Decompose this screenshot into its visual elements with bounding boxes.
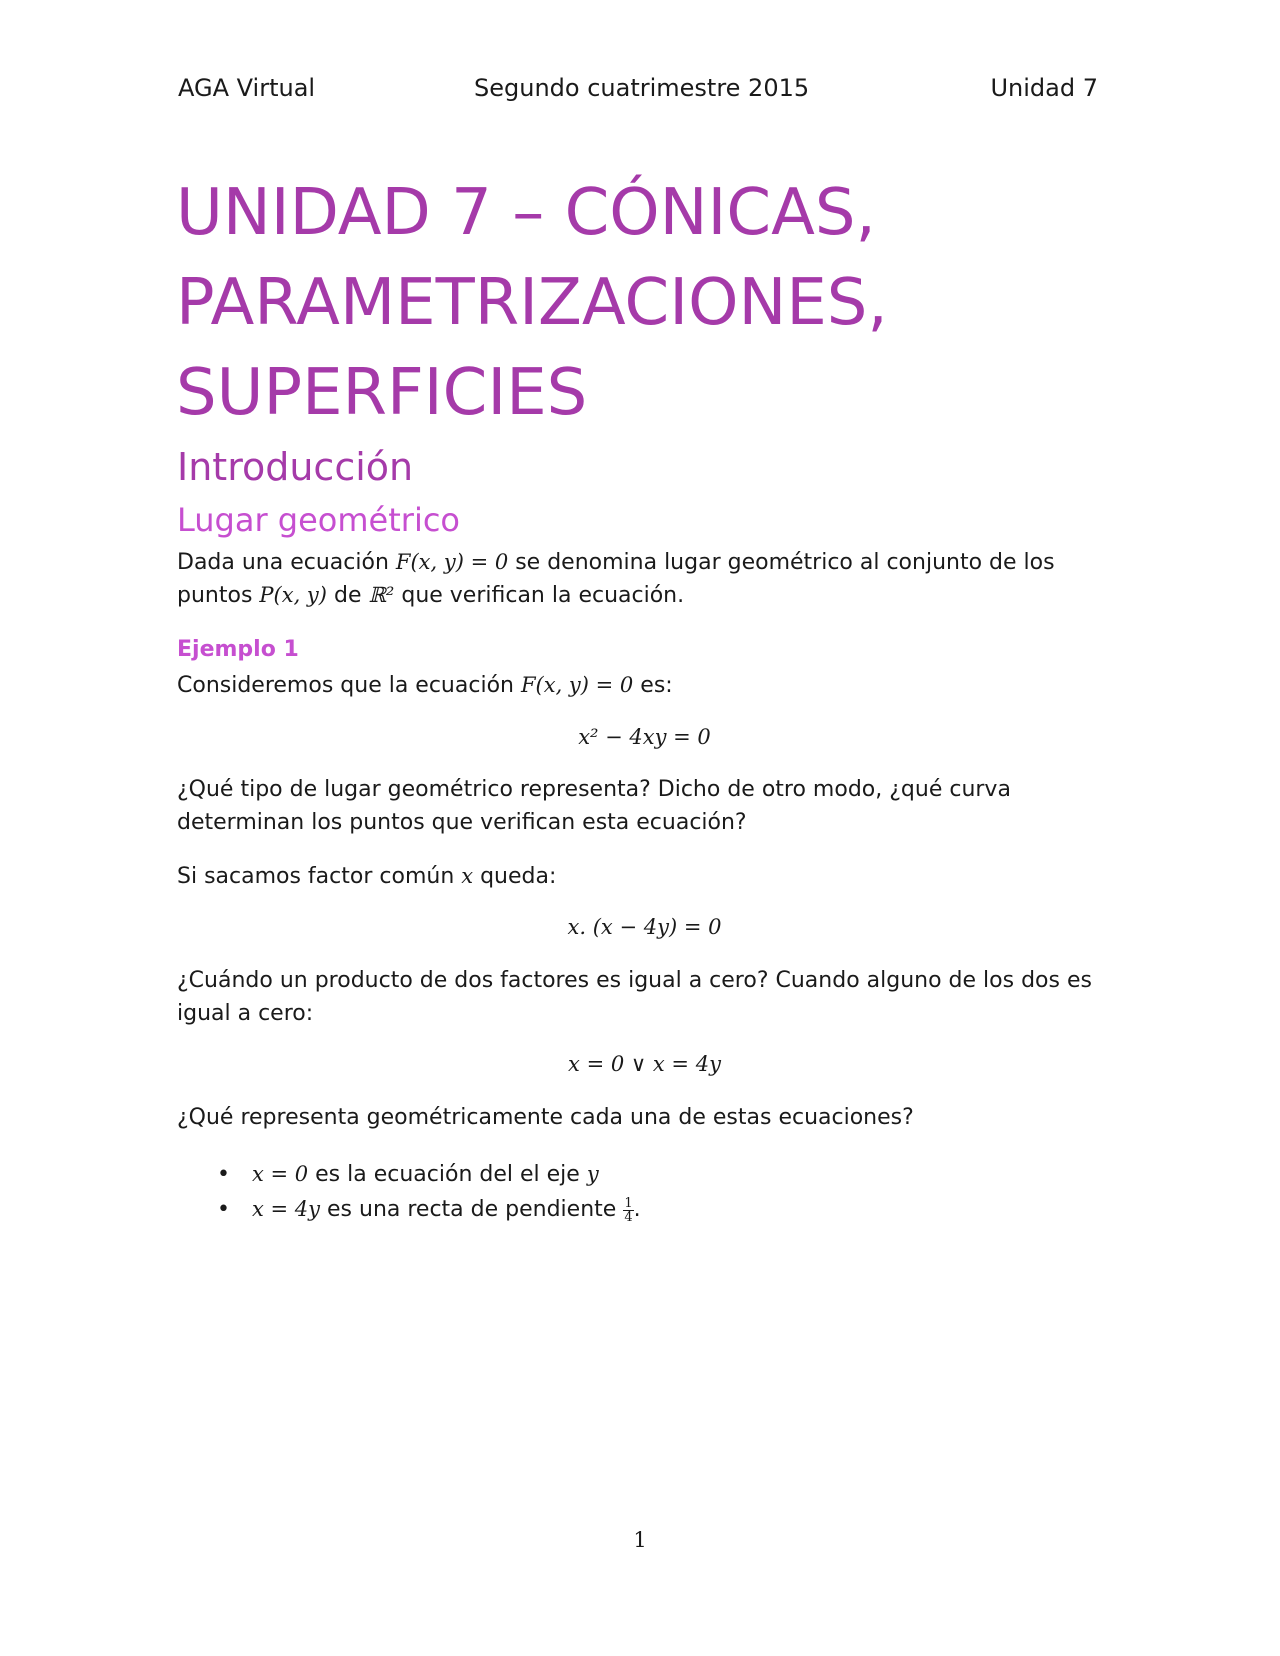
bullet-1-math: x = 0	[252, 1162, 309, 1186]
title-line-2: PARAMETRIZACIONES,	[176, 266, 888, 340]
example-p3-text: Si sacamos factor común	[177, 864, 462, 889]
header-right: Unidad 7	[990, 74, 1098, 102]
header-center: Segundo cuatrimestre 2015	[474, 74, 810, 102]
intro-text-2: se denomina lugar geométrico al conjunto de los puntos	[177, 550, 1055, 608]
page-header	[178, 74, 1098, 108]
example-p1-math-b: = 0	[588, 673, 634, 697]
document-title	[176, 168, 1116, 438]
intro-text-3: de	[326, 583, 369, 608]
list-item	[177, 1192, 641, 1227]
bullet-icon: •	[217, 1197, 230, 1222]
intro-math-1: F(x, y)	[395, 550, 464, 574]
list-item	[177, 1157, 641, 1192]
example-paragraph-4: ¿Cuándo un producto de dos factores es igual a cero? Cuando alguno de los dos es igual a cero:	[177, 968, 1092, 1026]
bullet-2-text: es una recta de pendiente	[320, 1197, 624, 1222]
bullet-2-end: .	[633, 1197, 641, 1222]
example-paragraph-5: ¿Qué representa geométricamente cada una de estas ecuaciones?	[177, 1105, 914, 1130]
bullet-list	[177, 1157, 641, 1227]
intro-math-1b: = 0	[463, 550, 509, 574]
intro-text-4: que verifican la ecuación.	[394, 583, 685, 608]
title-line-3: SUPERFICIES	[176, 356, 588, 430]
intro-paragraph	[177, 546, 1112, 612]
bullet-2-math: x = 4y	[252, 1197, 321, 1221]
equation-3: x = 0 ∨ x = 4y	[568, 1052, 721, 1076]
intro-text-1: Dada una ecuación	[177, 550, 396, 575]
equation-1: x² − 4xy = 0	[578, 725, 711, 749]
intro-math-2: P(x, y)	[259, 583, 327, 607]
intro-math-3: ℝ²	[368, 583, 395, 607]
bullet-icon: •	[217, 1162, 230, 1187]
bullet-1-text: es la ecuación del el eje	[308, 1162, 587, 1187]
equation-2: x. (x − 4y) = 0	[567, 915, 722, 939]
example-heading: Ejemplo 1	[177, 637, 299, 662]
title-line-1: UNIDAD 7 – CÓNICAS,	[176, 176, 876, 250]
slope-fraction	[623, 1197, 633, 1224]
example-paragraph-1	[177, 669, 1112, 702]
fraction-numerator: 1	[624, 1195, 633, 1211]
fraction-denominator: 4	[624, 1209, 633, 1225]
example-p3-end: queda:	[473, 864, 557, 889]
bullet-1-math-2: y	[586, 1162, 599, 1186]
page-number: 1	[633, 1528, 647, 1552]
header-left: AGA Virtual	[178, 74, 316, 102]
example-p3-math: x	[461, 864, 474, 888]
subsection-heading: Lugar geométrico	[177, 501, 460, 539]
example-p1-text: Consideremos que la ecuación	[177, 673, 521, 698]
example-p1-end: es:	[633, 673, 673, 698]
example-paragraph-3	[177, 860, 1112, 893]
example-paragraph-2: ¿Qué tipo de lugar geométrico representa? Dicho de otro modo, ¿qué curva determinan los puntos que verifican esta ecuación?	[177, 777, 1011, 835]
section-heading: Introducción	[177, 445, 414, 489]
example-p1-math: F(x, y)	[520, 673, 589, 697]
